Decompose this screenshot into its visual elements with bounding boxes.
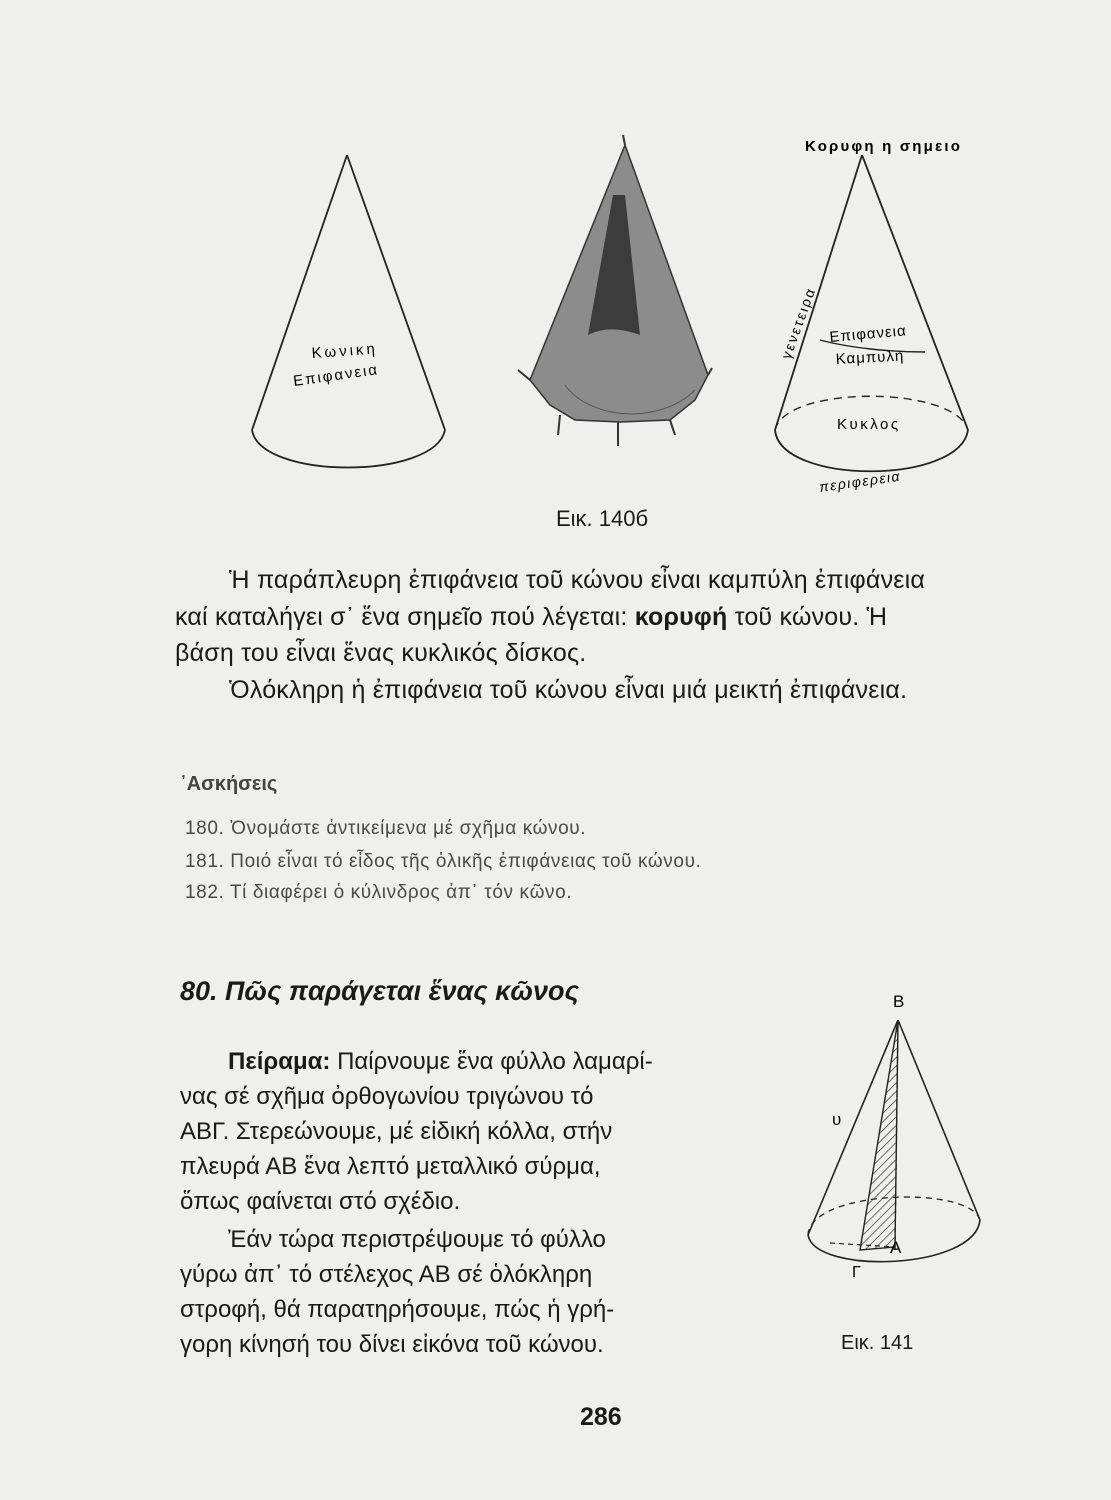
intro-line-1: Ἡ παράπλευρη ἐπιφάνεια τοῦ κώνου εἶναι καμπύλη ἐπιφάνεια: [229, 566, 926, 594]
intro-line-2a: καί καταλήγει σ᾿ ἕνα σημεῖο πού λέγεται:: [175, 603, 628, 631]
figure-140b-caption: Εικ. 140б: [556, 506, 649, 531]
left-cone-diagram: [252, 155, 445, 468]
tent-cone-diagram: [518, 135, 712, 446]
curved-surface-label-1: Επιφανεια: [828, 322, 908, 346]
label-u: υ: [832, 1110, 842, 1129]
experiment-line: ΑΒΓ. Στερεώνουμε, μέ εἰδική κόλλα, στήν: [180, 1118, 613, 1145]
intro-term-apex: κορυφή: [634, 603, 728, 631]
experiment-line: Ἐάν τώρα περιστρέψουμε τό φύλλο: [228, 1226, 606, 1253]
left-cone-label-1: Κωνικη: [311, 340, 379, 362]
experiment-line: ὅπως φαίνεται στό σχέδιο.: [180, 1188, 461, 1215]
intro-line-2b: τοῦ κώνου. Ἡ: [734, 603, 888, 631]
hatched-triangle: [860, 1020, 898, 1250]
experiment-label: Πείραμα:: [228, 1048, 331, 1075]
figure-140b: [230, 130, 1030, 520]
exercises-title: ᾿Ασκήσεις: [180, 773, 278, 795]
experiment-line: γύρω ἀπ᾿ τό στέλεχος ΑΒ σέ ὁλόκληρη: [180, 1261, 593, 1288]
experiment-line: Παίρνουμε ἕνα φύλλο λαμαρί-: [337, 1048, 653, 1075]
exercise-item: 182. Τί διαφέρει ὁ κύλινδρος ἀπ᾿ τόν κῶνο.: [185, 882, 573, 903]
exercise-item: 181. Ποιό εἶναι τό εἶδος τῆς ὁλικῆς ἐπιφάνειας τοῦ κώνου.: [185, 851, 702, 872]
label-b: Β: [893, 992, 905, 1011]
experiment-line: πλευρά ΑΒ ἕνα λεπτό μεταλλικό σύρμα,: [180, 1153, 601, 1180]
intro-line-4: Ὁλόκληρη ἡ ἐπιφάνεια τοῦ κώνου εἶναι μιά μεικτή ἐπιφάνεια.: [229, 676, 908, 704]
intro-line-2: [175, 600, 887, 635]
experiment-paragraph-1: [180, 1044, 745, 1219]
experiment-line: γορη κίνησή του δίνει εἰκόνα τοῦ κώνου.: [180, 1331, 604, 1358]
left-cone-label-2: Επιφανεια: [292, 361, 380, 390]
experiment-line: νας σέ σχῆμα ὀρθογωνίου τριγώνου τό: [180, 1083, 594, 1110]
figure-141-caption: Εικ. 141: [841, 1332, 914, 1354]
experiment-line: στροφή, θά παρατηρήσουμε, πώς ἡ γρή-: [180, 1296, 615, 1323]
apex-label: Κορυφη η σημειο: [805, 138, 963, 155]
page-number: 286: [580, 1403, 622, 1431]
curved-surface-label-2: Καμπυλη: [835, 347, 905, 368]
circle-label: Κυκλος: [837, 416, 901, 433]
label-g: Γ: [852, 1264, 861, 1281]
circumference-label: περιφερεια: [818, 467, 902, 495]
intro-line-3: βάση του εἶναι ἕνας κυκλικός δίσκος.: [175, 639, 587, 667]
section-title: 80. Πῶς παράγεται ἕνας κῶνος: [180, 976, 579, 1006]
label-a: Α: [890, 1238, 902, 1257]
generatrix-label: γενετειρα: [777, 284, 819, 362]
exercise-item: 180. Ὀνομάστε ἀντικείμενα μέ σχῆμα κώνου.: [185, 818, 587, 839]
figure-141: [790, 985, 1010, 1345]
experiment-paragraph-2: [180, 1222, 745, 1362]
